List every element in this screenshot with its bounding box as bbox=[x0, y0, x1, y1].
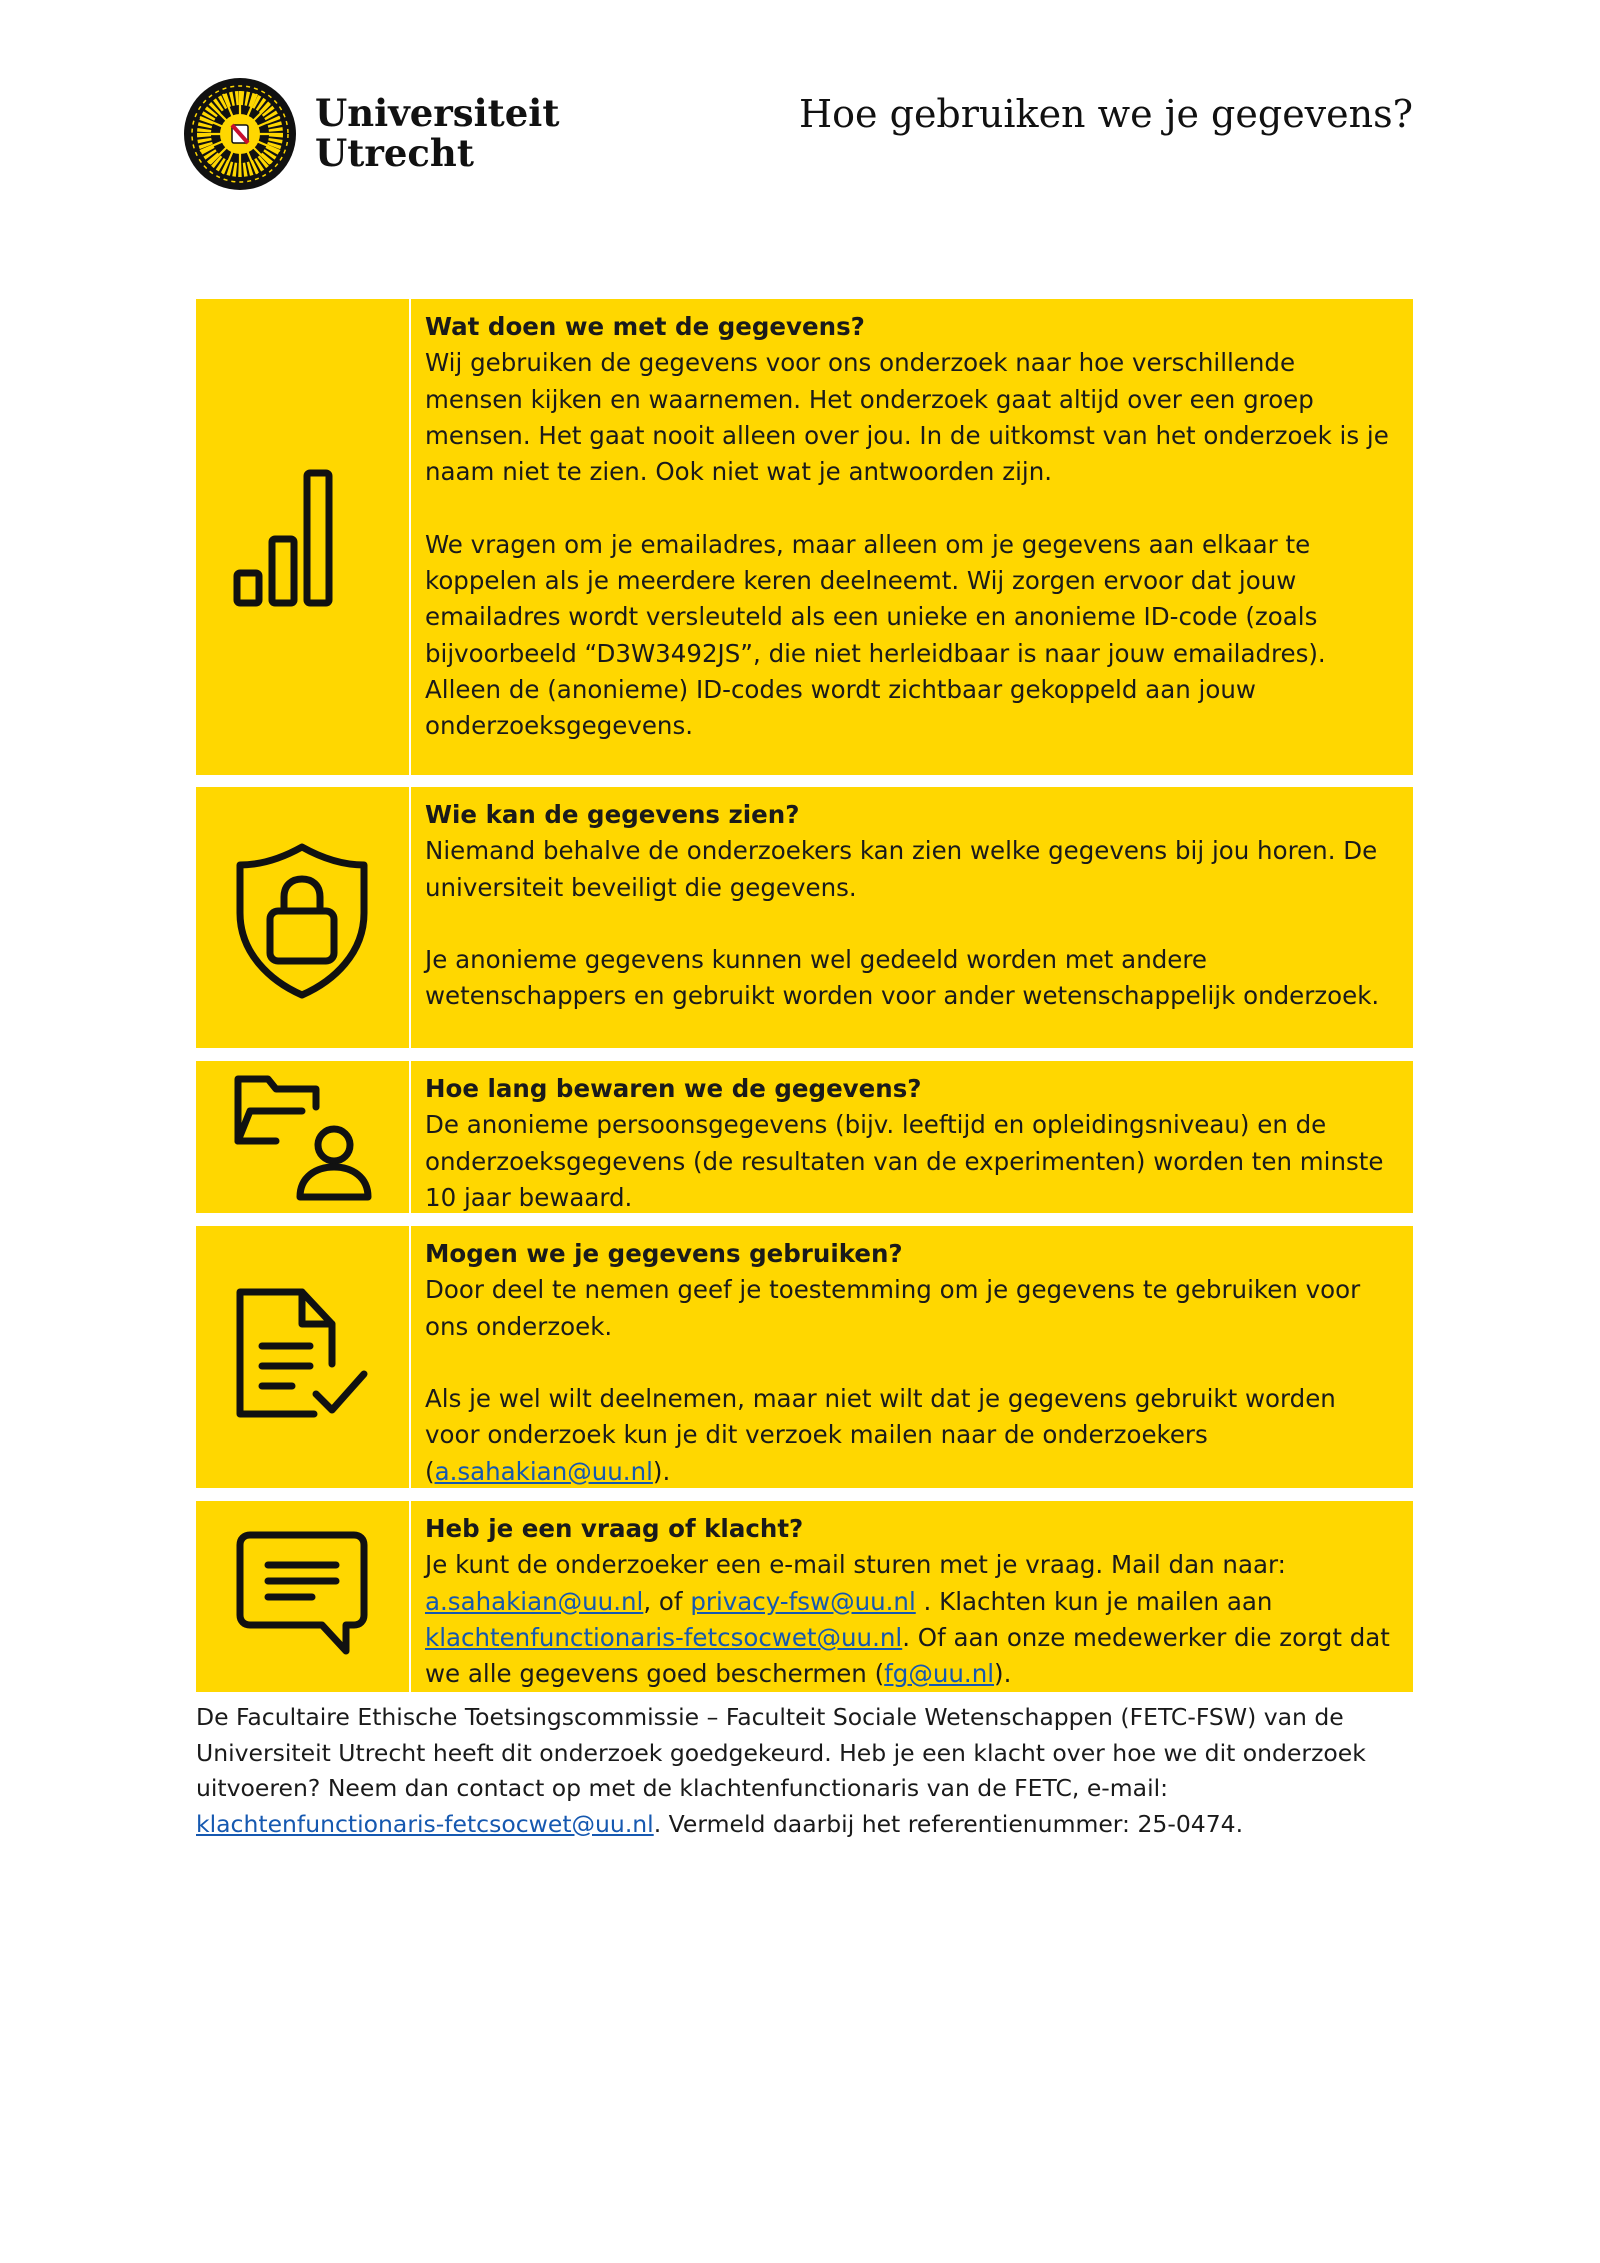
email-link-privacy[interactable]: privacy-fsw@uu.nl bbox=[690, 1586, 916, 1616]
section-paragraph: Niemand behalve de onderzoekers kan zien welke gegevens bij jou horen. De universiteit beveiligt die gegevens. bbox=[425, 836, 1378, 902]
info-row-who-can-see bbox=[196, 787, 1413, 1048]
section-text bbox=[425, 1071, 1393, 1216]
university-seal-icon bbox=[183, 77, 297, 191]
text-fragment: . Klachten kun je mailen aan bbox=[915, 1586, 1273, 1616]
section-paragraph: De anonieme persoonsgegevens (bijv. leeftijd en opleidingsniveau) en de onderzoeksgegevens (de resultaten van de experimenten) worden ten minste 10 jaar bewaard. bbox=[425, 1110, 1384, 1212]
section-heading: Hoe lang bewaren we de gegevens? bbox=[425, 1074, 922, 1103]
icon-cell bbox=[196, 299, 411, 775]
logo-line-2: Utrecht bbox=[315, 131, 474, 175]
logo-wordmark bbox=[315, 93, 559, 173]
shield-lock-icon bbox=[232, 841, 372, 1001]
icon-cell bbox=[196, 1226, 411, 1488]
section-text bbox=[425, 1511, 1393, 1692]
ethics-committee-note bbox=[196, 1700, 1418, 1842]
email-link-complaints-footer[interactable]: klachtenfunctionaris-fetcsocwet@uu.nl bbox=[196, 1809, 654, 1838]
info-row-questions bbox=[196, 1501, 1413, 1692]
info-row-retention bbox=[196, 1061, 1413, 1213]
text-fragment: ). bbox=[994, 1659, 1012, 1689]
info-row-data-use bbox=[196, 299, 1413, 775]
icon-cell bbox=[196, 1501, 411, 1692]
section-paragraph: Door deel te nemen geef je toestemming om je gegevens te gebruiken voor ons onderzoek. bbox=[425, 1275, 1361, 1341]
email-link-sahakian[interactable]: a.sahakian@uu.nl bbox=[425, 1586, 644, 1616]
email-link-complaints[interactable]: klachtenfunctionaris-fetcsocwet@uu.nl bbox=[425, 1622, 903, 1652]
icon-cell bbox=[196, 787, 411, 1048]
footer-text: De Facultaire Ethische Toetsingscommissie – Faculteit Sociale Wetenschappen (FETC-FSW) van de Universiteit Utrecht heeft dit onderzoek goedgekeurd. Heb je een klacht over hoe we dit onderzoek uitvoeren? Neem dan contact op met de klachtenfunctionaris van de FETC, e-mail: bbox=[196, 1703, 1366, 1802]
text-fragment: , of bbox=[643, 1586, 691, 1616]
text-fragment: Als je wel wilt deelnemen, maar niet wilt dat je gegevens gebruikt worden voor onderzoek kun je dit verzoek mailen naar de onderzoekers ( bbox=[425, 1384, 1336, 1486]
section-paragraph bbox=[425, 1547, 1393, 1692]
section-heading: Wie kan de gegevens zien? bbox=[425, 800, 800, 829]
info-row-consent bbox=[196, 1226, 1413, 1488]
folder-person-icon bbox=[232, 1071, 372, 1207]
section-text bbox=[425, 309, 1393, 745]
section-text bbox=[425, 797, 1393, 1015]
text-fragment: . Of aan onze medewerker die zorgt dat we alle gegevens goed beschermen ( bbox=[425, 1622, 1390, 1689]
logo-line-1: Universiteit bbox=[315, 91, 560, 135]
section-paragraph: Wij gebruiken de gegevens voor ons onderzoek naar hoe verschillende mensen kijken en waarnemen. Het onderzoek gaat altijd over een groep mensen. Het gaat nooit alleen over jou. In de uitkomst van het onderzoek is je naam niet te zien. Ook niet wat je antwoorden zijn. bbox=[425, 348, 1389, 487]
chat-bubble-icon bbox=[232, 1529, 372, 1659]
section-heading: Mogen we je gegevens gebruiken? bbox=[425, 1239, 903, 1268]
section-paragraph: We vragen om je emailadres, maar alleen om je gegevens aan elkaar te koppelen als je meerdere keren deelneemt. Wij zorgen ervoor dat jouw emailadres wordt versleuteld als een unieke en anonieme ID-code (zoals bijvoorbeeld “D3W3492JS”, die niet herleidbaar is naar jouw emailadres). Alleen de (anonieme) ID-codes wordt zichtbaar gekoppeld aan jouw onderzoeksgegevens. bbox=[425, 529, 1326, 741]
email-link-sahakian[interactable]: a.sahakian@uu.nl bbox=[434, 1456, 653, 1486]
icon-cell bbox=[196, 1061, 411, 1213]
document-check-icon bbox=[232, 1286, 372, 1426]
section-heading: Heb je een vraag of klacht? bbox=[425, 1514, 804, 1543]
university-logo bbox=[183, 77, 563, 193]
page-title: Hoe gebruiken we je gegevens? bbox=[799, 92, 1413, 136]
section-paragraph: Je anonieme gegevens kunnen wel gedeeld worden met andere wetenschappers en gebruikt worden voor ander wetenschappelijk onderzoek. bbox=[425, 945, 1380, 1011]
section-paragraph bbox=[425, 1381, 1393, 1490]
section-text bbox=[425, 1236, 1393, 1490]
bar-chart-icon bbox=[231, 469, 371, 609]
text-fragment: ). bbox=[652, 1456, 671, 1486]
text-fragment: Je kunt de onderzoeker een e-mail sturen met je vraag. Mail dan naar: bbox=[425, 1550, 1286, 1580]
section-heading: Wat doen we met de gegevens? bbox=[425, 312, 865, 341]
footer-text-end: . Vermeld daarbij het referentienummer: 25-0474. bbox=[653, 1809, 1244, 1838]
email-link-fg[interactable]: fg@uu.nl bbox=[884, 1659, 995, 1689]
